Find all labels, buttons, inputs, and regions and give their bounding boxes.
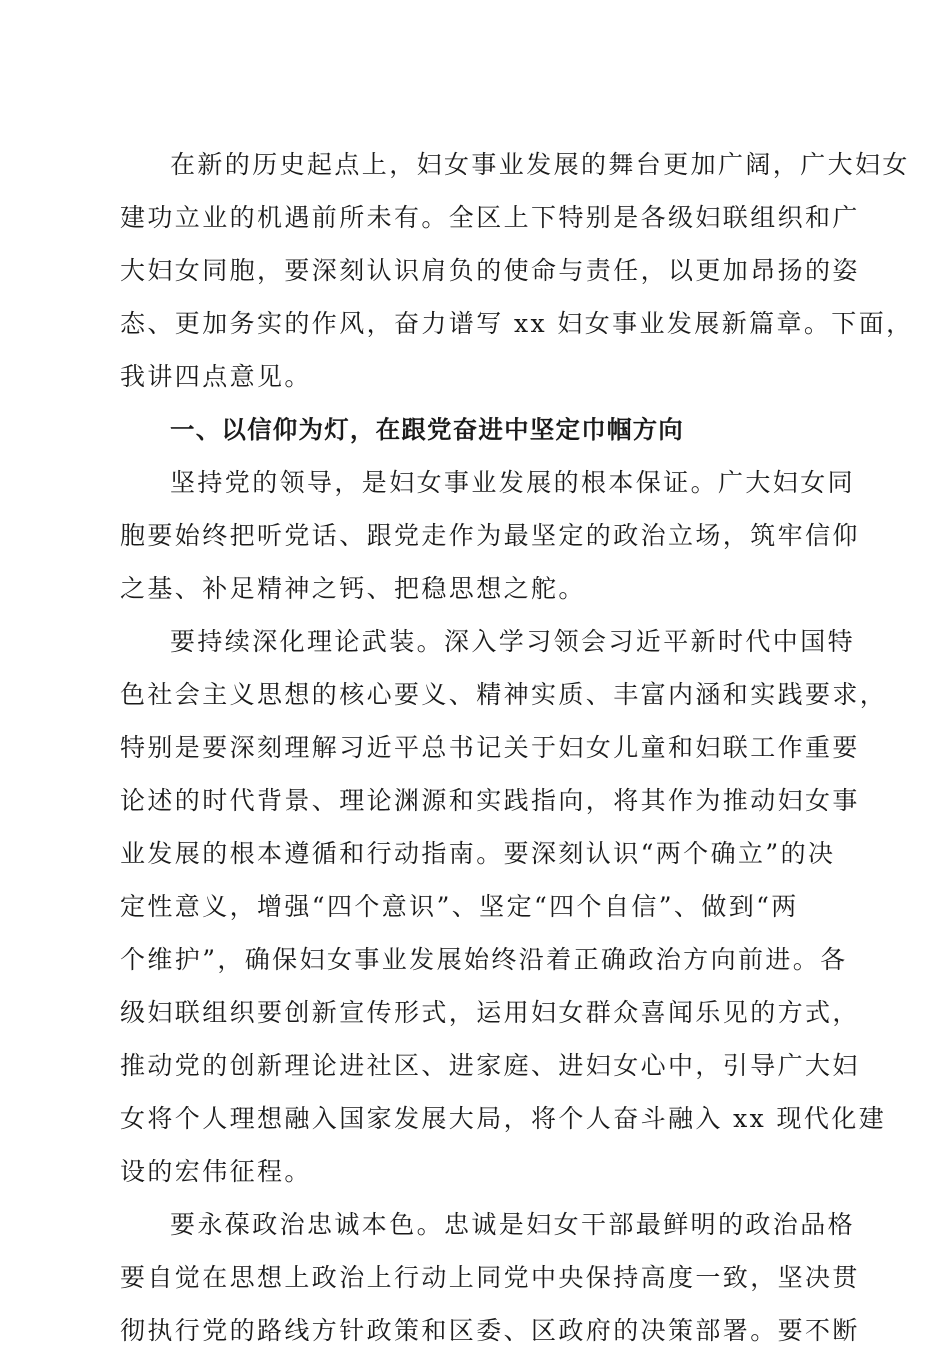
paragraph-line: 之基、补足精神之钙、把稳思想之舵。 bbox=[120, 574, 586, 603]
paragraph-line: 定性意义，增强“四个意识”、坚定“四个自信”、做到“两 bbox=[120, 892, 799, 921]
paragraph-line: 业发展的根本遵循和行动指南。要深刻认识“两个确立”的决 bbox=[120, 839, 836, 868]
paragraph-line: 胞要始终把听党话、跟党走作为最坚定的政治立场，筑牢信仰 bbox=[120, 521, 860, 550]
intro-line: 态、更加务实的作风，奋力谱写 xx 妇女事业发展新篇章。下面， bbox=[120, 309, 914, 338]
section-heading-1: 一、以信仰为灯，在跟党奋进中坚定巾帼方向 bbox=[170, 415, 684, 444]
document-body bbox=[120, 138, 914, 1357]
paragraph-line: 女将个人理想融入国家发展大局，将个人奋斗融入 xx 现代化建 bbox=[120, 1104, 887, 1133]
paragraph-line: 个维护”，确保妇女事业发展始终沿着正确政治方向前进。各 bbox=[120, 945, 848, 974]
paragraph-line: 色社会主义思想的核心要义、精神实质、丰富内涵和实践要求， bbox=[120, 680, 888, 709]
intro-line: 建功立业的机遇前所未有。全区上下特别是各级妇联组织和广 bbox=[120, 203, 860, 232]
paragraph-line: 要持续深化理论武装。深入学习领会习近平新时代中国特 bbox=[170, 627, 856, 656]
paragraph-line: 级妇联组织要创新宣传形式，运用妇女群众喜闻乐见的方式， bbox=[120, 998, 860, 1027]
paragraph-line: 彻执行党的路线方针政策和区委、区政府的决策部署。要不断 bbox=[120, 1316, 860, 1345]
paragraph-line: 论述的时代背景、理论渊源和实践指向，将其作为推动妇女事 bbox=[120, 786, 860, 815]
paragraph-line: 设的宏伟征程。 bbox=[120, 1157, 312, 1186]
intro-line: 我讲四点意见。 bbox=[120, 362, 312, 391]
paragraph-line: 特别是要深刻理解习近平总书记关于妇女儿童和妇联工作重要 bbox=[120, 733, 860, 762]
intro-line: 大妇女同胞，要深刻认识肩负的使命与责任，以更加昂扬的姿 bbox=[120, 256, 860, 285]
intro-line: 在新的历史起点上，妇女事业发展的舞台更加广阔，广大妇女 bbox=[170, 150, 910, 179]
paragraph-line: 推动党的创新理论进社区、进家庭、进妇女心中，引导广大妇 bbox=[120, 1051, 860, 1080]
paragraph-line: 要永葆政治忠诚本色。忠诚是妇女干部最鲜明的政治品格 bbox=[170, 1210, 856, 1239]
paragraph-line: 要自觉在思想上政治上行动上同党中央保持高度一致，坚决贯 bbox=[120, 1263, 860, 1292]
paragraph-line: 坚持党的领导，是妇女事业发展的根本保证。广大妇女同 bbox=[170, 468, 856, 497]
